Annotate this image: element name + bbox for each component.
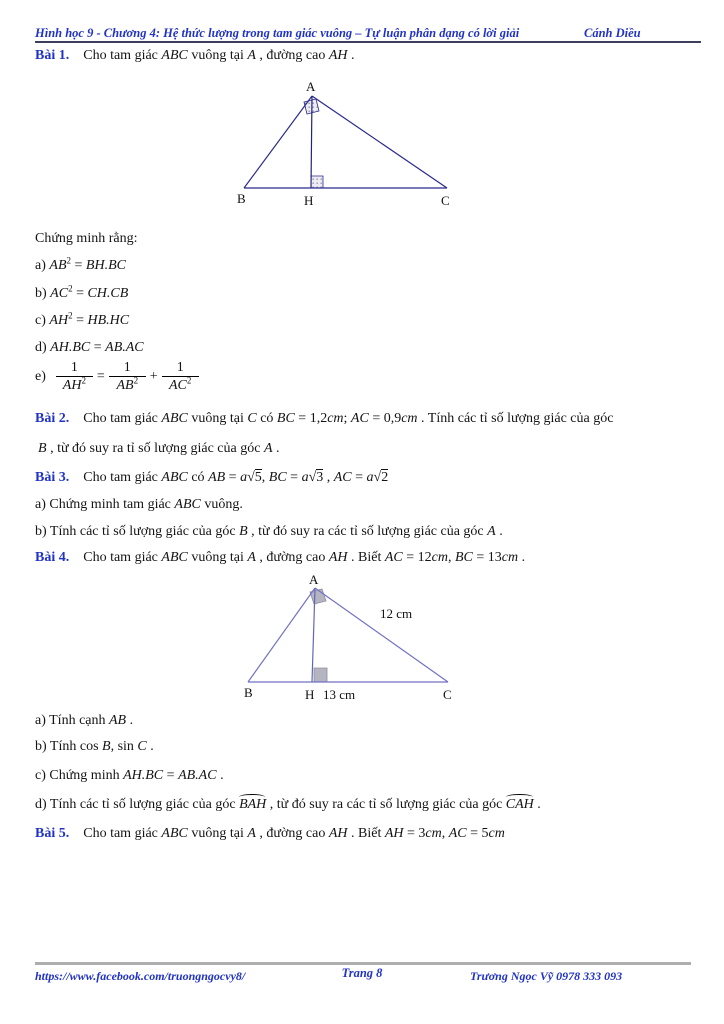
vertex-label-A: A: [306, 79, 316, 94]
footer-rule: [35, 962, 691, 965]
item-1e-label: e): [35, 369, 46, 385]
figure-triangle-2: [233, 574, 468, 709]
problem-2-heading: [35, 411, 613, 427]
fraction-1-over-AH2: $\frac{1}{AH^2}$: [56, 360, 93, 394]
vertex-label-A: A: [309, 572, 319, 587]
right-angle-mark-H: [311, 176, 323, 188]
problem-3-label: Bài 3.: [35, 470, 70, 485]
item-4c: c) Chứng minh AH.BC = AB.AC .: [35, 768, 224, 783]
prove-intro: Chứng minh rằng:: [35, 231, 138, 246]
vertex-label-B: B: [237, 191, 246, 206]
vertex-label-B: B: [244, 685, 253, 700]
problem-4-label: Bài 4.: [35, 550, 70, 565]
base-length-label-13cm: 13 cm: [323, 687, 356, 702]
plus-sign: +: [149, 369, 158, 385]
problem-5-text: Cho tam giác ABC vuông tại A , đường cao AH . Biết AH = 3cm, AC = 5cm: [83, 826, 505, 841]
item-4d: d) Tính các tỉ số lượng giác của góc BAH , từ đó suy ra các tỉ số lượng giác của góc CAH .: [35, 797, 541, 812]
item-3b: b) Tính các tỉ số lượng giác của góc B , từ đó suy ra các tỉ số lượng giác của góc A .: [35, 524, 503, 539]
problem-5-label: Bài 5.: [35, 826, 70, 841]
footer-facebook-link[interactable]: https://www.facebook.com/truongngocvy8/: [35, 969, 246, 983]
problem-2-label: Bài 2.: [35, 411, 70, 426]
triangle-1-drawing: [228, 78, 458, 213]
item-4b: b) Tính cos B, sin C .: [35, 739, 154, 754]
header-brand: Cánh Diều: [584, 26, 641, 40]
problem-2-text-line2: B , từ đó suy ra tỉ số lượng giác của góc A .: [38, 441, 280, 456]
problem-1-text: Cho tam giác ABC vuông tại A , đường cao AH .: [83, 48, 355, 63]
item-1b: b) $AC^2 = CH.CB$: [35, 283, 129, 301]
item-1a: a) $AB^2 = BH.BC$: [35, 255, 126, 273]
equals-sign: =: [96, 369, 105, 385]
vertex-label-C: C: [441, 193, 450, 208]
side-AB: [244, 96, 312, 188]
footer-page-number: Trang 8: [341, 966, 383, 980]
footer-author: Trương Ngọc Vỹ 0978 333 093: [470, 969, 623, 983]
item-1e: [35, 360, 199, 394]
figure-triangle-1: [228, 78, 458, 213]
right-angle-mark-H: [314, 668, 327, 682]
side-AB: [248, 588, 315, 682]
problem-1-label: Bài 1.: [35, 48, 70, 63]
header-rule: [35, 41, 701, 43]
item-4a: a) Tính cạnh AB .: [35, 713, 134, 728]
side-AC: [312, 96, 447, 188]
vertex-label-H: H: [304, 193, 314, 208]
side-AC: [315, 588, 448, 682]
fraction-1-over-AB2: $\frac{1}{AB^2}$: [109, 360, 146, 394]
item-1d: d) AH.BC = AB.AC: [35, 340, 144, 355]
problem-4-text: Cho tam giác ABC vuông tại A , đường cao AH . Biết AC = 12cm, BC = 13cm .: [83, 550, 526, 565]
problem-2-text-line1: Cho tam giác ABC vuông tại C có BC = 1,2cm; AC = 0,9cm . Tính các tỉ số lượng giác của góc: [83, 411, 614, 426]
vertex-label-C: C: [443, 687, 452, 702]
problem-4-heading: [35, 550, 525, 566]
problem-5-heading: [35, 826, 505, 842]
vertex-label-H: H: [305, 687, 315, 702]
problem-1-heading: [35, 48, 355, 64]
problem-3-heading: [35, 470, 388, 486]
item-1c: c) $AH^2 = HB.HC$: [35, 310, 130, 328]
problem-3-text: Cho tam giác ABC có AB = a√5, BC = a√3 , AC = a√2: [83, 470, 389, 485]
header-title: Hình học 9 - Chương 4: Hệ thức lượng trong tam giác vuông – Tự luận phân dạng có lời giải: [35, 26, 520, 40]
item-3a: a) Chứng minh tam giác ABC vuông.: [35, 497, 243, 512]
fraction-1-over-AC2: $\frac{1}{AC^2}$: [162, 360, 199, 394]
side-length-label-12cm: 12 cm: [380, 606, 413, 621]
